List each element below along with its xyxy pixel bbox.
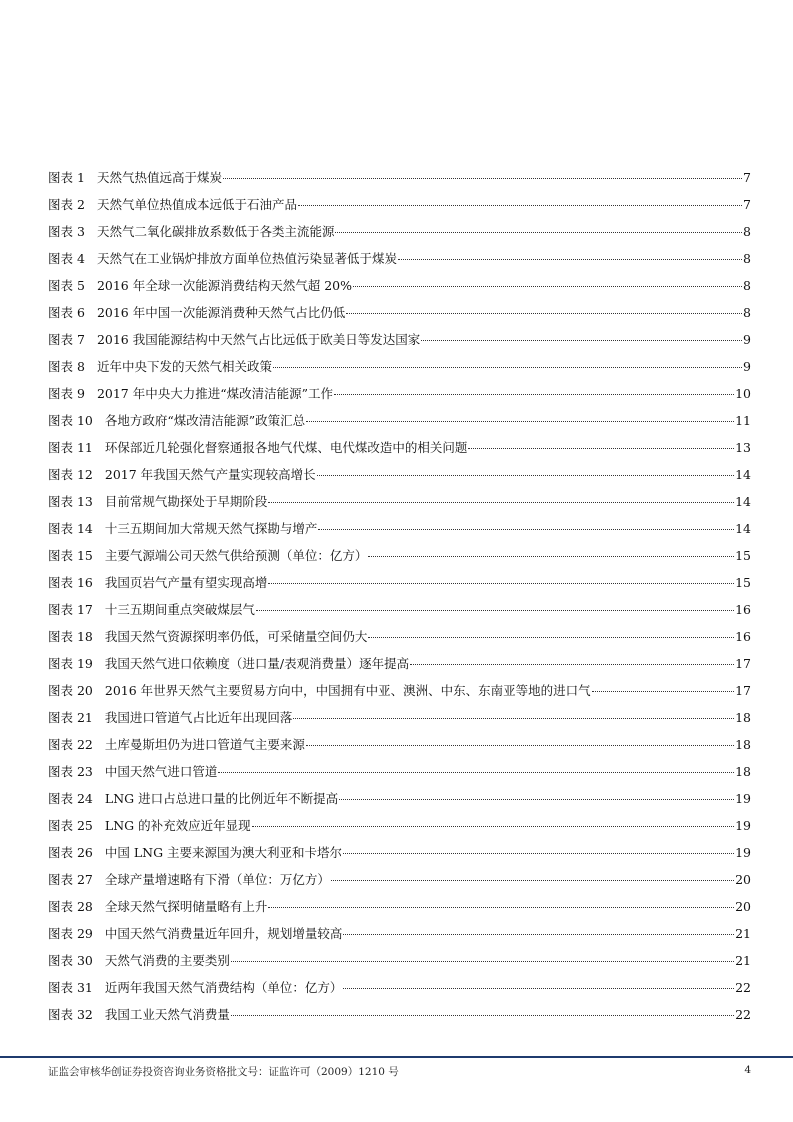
figure-label: 图表 9 (48, 386, 85, 401)
page-ref: 7 (743, 170, 751, 185)
figure-label: 图表 10 (48, 413, 93, 428)
page-ref: 15 (735, 548, 751, 563)
page-ref: 22 (735, 1007, 751, 1022)
page-ref: 9 (743, 332, 751, 347)
dot-leader (339, 799, 734, 800)
figure-title[interactable]: 近两年我国天然气消费结构（单位：亿方） (104, 980, 343, 995)
page-ref: 20 (735, 899, 751, 914)
toc-entry[interactable] (48, 951, 751, 978)
dot-leader (346, 313, 742, 314)
toc-entry[interactable] (48, 978, 751, 1005)
figure-title[interactable]: 2016 年中国一次能源消费种天然气占比仍低 (96, 305, 346, 320)
figure-title[interactable]: 中国 LNG 主要来源国为澳大利亚和卡塔尔 (104, 845, 343, 860)
figure-label: 图表 31 (48, 980, 93, 995)
figure-title[interactable]: 各地方政府“煤改清洁能源”政策汇总 (104, 413, 306, 428)
page-ref: 18 (735, 737, 751, 752)
figure-label: 图表 29 (48, 926, 93, 941)
dot-leader (343, 853, 734, 854)
toc-entry[interactable] (48, 789, 751, 816)
figure-label: 图表 6 (48, 305, 85, 320)
page-ref: 16 (735, 629, 751, 644)
figure-label: 图表 26 (48, 845, 93, 860)
dot-leader (421, 340, 742, 341)
figure-label: 图表 23 (48, 764, 93, 779)
page-ref: 8 (743, 224, 751, 239)
toc-entry[interactable] (48, 627, 751, 654)
toc-entry[interactable] (48, 195, 751, 222)
footer-divider (0, 1056, 793, 1058)
figure-title[interactable]: 2016 年世界天然气主要贸易方向中，中国拥有中亚、澳洲、中东、东南亚等地的进口气 (104, 683, 591, 698)
dot-leader (317, 475, 734, 476)
dot-leader (218, 772, 734, 773)
toc-entry[interactable] (48, 843, 751, 870)
page-ref: 19 (735, 791, 751, 806)
page-ref: 14 (735, 467, 751, 482)
dot-leader (298, 205, 742, 206)
dot-leader (293, 718, 734, 719)
dot-leader (318, 529, 734, 530)
dot-leader (256, 610, 734, 611)
dot-leader (368, 637, 734, 638)
figure-label: 图表 16 (48, 575, 93, 590)
dot-leader (306, 421, 734, 422)
toc-entry[interactable] (48, 330, 751, 357)
toc-entry[interactable] (48, 438, 751, 465)
toc-entry[interactable] (48, 222, 751, 249)
page-ref: 18 (735, 764, 751, 779)
figure-title[interactable]: 我国天然气资源探明率仍低，可采储量空间仍大 (104, 629, 368, 644)
figure-label: 图表 32 (48, 1007, 93, 1022)
page-ref: 14 (735, 521, 751, 536)
figure-title[interactable]: 全球天然气探明储量略有上升 (104, 899, 268, 914)
figure-title[interactable]: 天然气二氧化碳排放系数低于各类主流能源 (96, 224, 335, 239)
figure-label: 图表 1 (48, 170, 85, 185)
toc-entry[interactable] (48, 168, 751, 195)
figure-title[interactable]: 我国工业天然气消费量 (104, 1007, 230, 1022)
toc-entry[interactable] (48, 924, 751, 951)
figure-title[interactable]: 天然气单位热值成本远低于石油产品 (96, 197, 297, 212)
figure-label: 图表 14 (48, 521, 93, 536)
toc-entry[interactable] (48, 708, 751, 735)
figure-list (48, 168, 751, 1032)
dot-leader (398, 259, 742, 260)
dot-leader (223, 178, 742, 179)
page-ref: 11 (735, 413, 751, 428)
dot-leader (231, 1015, 734, 1016)
page-ref: 19 (735, 845, 751, 860)
page-ref: 16 (735, 602, 751, 617)
toc-entry[interactable] (48, 276, 751, 303)
figure-label: 图表 8 (48, 359, 85, 374)
toc-entry[interactable] (48, 762, 751, 789)
dot-leader (592, 691, 734, 692)
page-ref: 7 (743, 197, 751, 212)
figure-title[interactable]: 主要气源端公司天然气供给预测（单位：亿方） (104, 548, 368, 563)
figure-title[interactable]: LNG 的补充效应近年显现 (104, 818, 251, 833)
toc-entry[interactable] (48, 654, 751, 681)
dot-leader (335, 232, 742, 233)
figure-title[interactable]: 十三五期间重点突破煤层气 (104, 602, 255, 617)
figure-title[interactable]: 天然气热值远高于煤炭 (96, 170, 222, 185)
figure-label: 图表 13 (48, 494, 93, 509)
page-ref: 19 (735, 818, 751, 833)
dot-leader (252, 826, 735, 827)
figure-label: 图表 12 (48, 467, 93, 482)
page-number: 4 (744, 1064, 751, 1076)
toc-entry[interactable] (48, 681, 751, 708)
toc-entry[interactable] (48, 573, 751, 600)
figure-title[interactable]: 我国进口管道气占比近年出现回落 (104, 710, 293, 725)
dot-leader (306, 745, 734, 746)
page-ref: 8 (743, 278, 751, 293)
page-ref: 8 (743, 305, 751, 320)
figure-title[interactable]: 2016 我国能源结构中天然气占比远低于欧美日等发达国家 (96, 332, 421, 347)
figure-title[interactable]: 天然气消费的主要类别 (104, 953, 230, 968)
toc-entry[interactable] (48, 411, 751, 438)
figure-title[interactable]: 目前常规气勘探处于早期阶段 (104, 494, 268, 509)
dot-leader (334, 394, 734, 395)
page-ref: 18 (735, 710, 751, 725)
dot-leader (268, 502, 734, 503)
dot-leader (273, 367, 742, 368)
page-ref: 22 (735, 980, 751, 995)
page-ref: 9 (743, 359, 751, 374)
figure-label: 图表 5 (48, 278, 85, 293)
figure-title[interactable]: 天然气在工业锅炉排放方面单位热值污染显著低于煤炭 (96, 251, 397, 266)
figure-label: 图表 27 (48, 872, 93, 887)
toc-entry[interactable] (48, 303, 751, 330)
toc-entry[interactable] (48, 1005, 751, 1032)
toc-entry[interactable] (48, 600, 751, 627)
figure-title[interactable]: 十三五期间加大常规天然气探勘与增产 (104, 521, 318, 536)
figure-label: 图表 25 (48, 818, 93, 833)
dot-leader (343, 934, 734, 935)
figure-label: 图表 2 (48, 197, 85, 212)
figure-label: 图表 15 (48, 548, 93, 563)
page-ref: 14 (735, 494, 751, 509)
figure-label: 图表 17 (48, 602, 93, 617)
figure-title[interactable]: LNG 进口占总进口量的比例近年不断提高 (104, 791, 339, 806)
toc-entry[interactable] (48, 465, 751, 492)
figure-label: 图表 18 (48, 629, 93, 644)
figure-label: 图表 3 (48, 224, 85, 239)
toc-entry[interactable] (48, 870, 751, 897)
toc-entry[interactable] (48, 519, 751, 546)
dot-leader (268, 583, 734, 584)
page-ref: 21 (735, 953, 751, 968)
dot-leader (353, 286, 742, 287)
figure-title[interactable]: 近年中央下发的天然气相关政策 (96, 359, 272, 374)
dot-leader (410, 664, 734, 665)
dot-leader (268, 907, 734, 908)
dot-leader (231, 961, 734, 962)
page-ref: 10 (735, 386, 751, 401)
page-footer (48, 1064, 751, 1079)
toc-entry[interactable] (48, 492, 751, 519)
figure-label: 图表 19 (48, 656, 93, 671)
toc-entry[interactable] (48, 249, 751, 276)
figure-label: 图表 30 (48, 953, 93, 968)
figure-title[interactable]: 中国天然气进口管道 (104, 764, 218, 779)
dot-leader (331, 880, 734, 881)
figure-title[interactable]: 2017 年中央大力推进“煤改清洁能源”工作 (96, 386, 334, 401)
figure-label: 图表 21 (48, 710, 93, 725)
figure-label: 图表 28 (48, 899, 93, 914)
license-text: 证监会审核华创证券投资咨询业务资格批文号：证监许可（2009）1210 号 (48, 1066, 399, 1078)
dot-leader (468, 448, 734, 449)
figure-title[interactable]: 2017 年我国天然气产量实现较高增长 (104, 467, 316, 482)
page-ref: 20 (735, 872, 751, 887)
page-ref: 21 (735, 926, 751, 941)
toc-entry[interactable] (48, 357, 751, 384)
toc-entry[interactable] (48, 384, 751, 411)
figure-title[interactable]: 我国页岩气产量有望实现高增 (104, 575, 268, 590)
page-ref: 15 (735, 575, 751, 590)
figure-label: 图表 22 (48, 737, 93, 752)
page-ref: 17 (735, 683, 751, 698)
toc-entry[interactable] (48, 546, 751, 573)
figure-title[interactable]: 全球产量增速略有下滑（单位：万亿方） (104, 872, 330, 887)
figure-title[interactable]: 我国天然气进口依赖度（进口量/表观消费量）逐年提高 (104, 656, 410, 671)
figure-title[interactable]: 环保部近几轮强化督察通报各地气代煤、电代煤改造中的相关问题 (104, 440, 468, 455)
page-ref: 13 (735, 440, 751, 455)
figure-title[interactable]: 中国天然气消费量近年回升，规划增量较高 (104, 926, 343, 941)
figure-label: 图表 7 (48, 332, 85, 347)
figure-title[interactable]: 土库曼斯坦仍为进口管道气主要来源 (104, 737, 305, 752)
dot-leader (368, 556, 734, 557)
page-ref: 17 (735, 656, 751, 671)
figure-title[interactable]: 2016 年全球一次能源消费结构天然气超 20% (96, 278, 352, 293)
figure-label: 图表 11 (48, 440, 93, 455)
dot-leader (343, 988, 734, 989)
figure-label: 图表 4 (48, 251, 85, 266)
toc-entry[interactable] (48, 735, 751, 762)
figure-label: 图表 24 (48, 791, 93, 806)
page-ref: 8 (743, 251, 751, 266)
toc-entry[interactable] (48, 897, 751, 924)
figure-label: 图表 20 (48, 683, 93, 698)
toc-entry[interactable] (48, 816, 751, 843)
